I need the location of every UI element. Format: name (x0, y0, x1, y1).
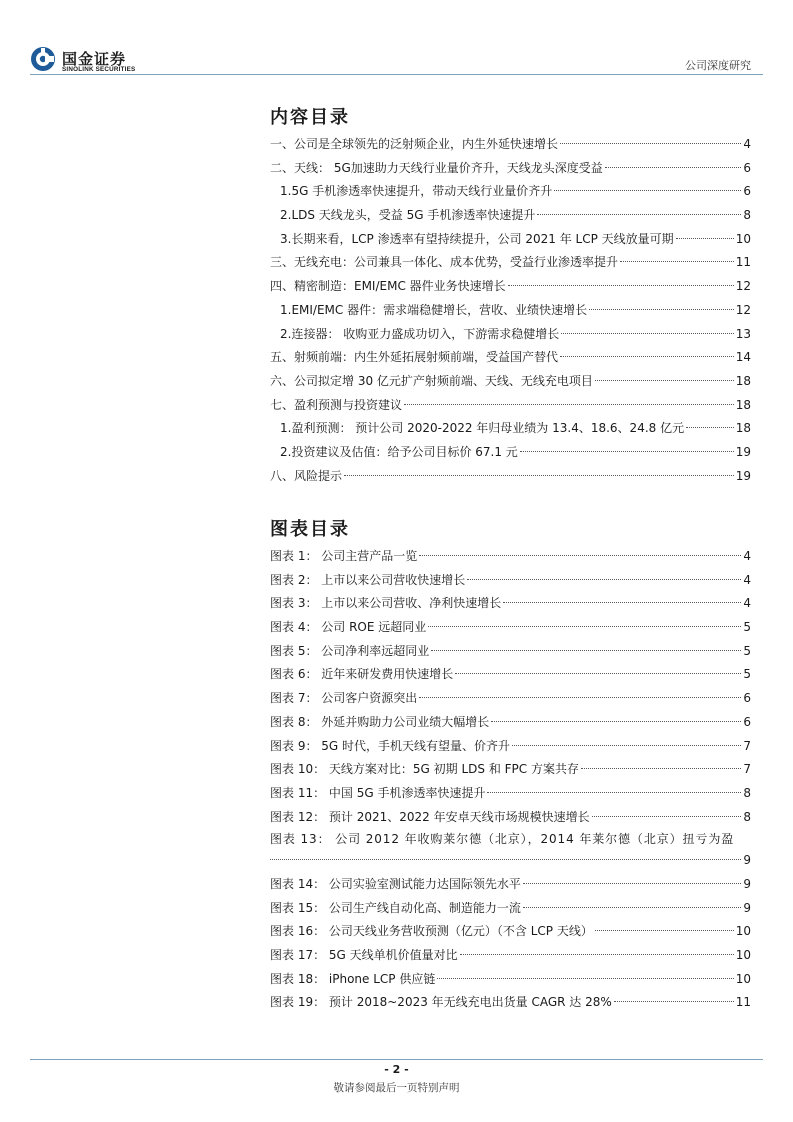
toc-entry-page: 9 (743, 853, 751, 868)
contents-list (270, 133, 751, 488)
toc-entry-page: 18 (735, 397, 751, 412)
dot-leader (605, 166, 742, 168)
figure-item[interactable] (270, 758, 751, 782)
toc-entry-page: 18 (735, 373, 751, 388)
toc-entry-page: 18 (735, 421, 751, 436)
contents-item[interactable] (270, 323, 751, 347)
toc-entry-label: 图表 15： 公司生产线自动化高、制造能力一流 (270, 900, 521, 915)
contents-item[interactable] (270, 275, 751, 299)
dot-leader (344, 474, 734, 476)
toc-entry-page: 11 (735, 255, 751, 270)
figure-item[interactable] (270, 735, 751, 759)
dot-leader (428, 625, 741, 627)
figure-item[interactable] (270, 968, 751, 992)
toc-entry-label: 图表 17： 5G 天线单机价值量对比 (270, 948, 458, 962)
toc-entry-page: 5 (743, 620, 751, 635)
figure-item[interactable] (270, 616, 751, 640)
toc-entry-page: 6 (743, 160, 751, 175)
toc-entry-label: 五、射频前端：内生外延拓展射频前端，受益国产替代 (270, 350, 559, 365)
dot-leader (491, 720, 741, 722)
dot-leader (614, 1000, 734, 1002)
toc-entry-label: 图表 16： 公司天线业务营收预测（亿元）（不含 LCP 天线） (270, 924, 593, 939)
toc-entry-page: 19 (735, 468, 751, 483)
toc-entry-label: 四、精密制造：EMI/EMC 器件业务快速增长 (270, 279, 506, 294)
toc-entry-label: 1.EMI/EMC 器件：需求端稳健增长，营收、业绩快速增长 (280, 302, 588, 317)
contents-item[interactable] (270, 417, 751, 441)
contents-item[interactable] (270, 346, 751, 370)
toc-entry-page: 10 (735, 924, 751, 939)
logo-english-name: SINOLINK SECURITIES (62, 66, 136, 73)
figure-item[interactable] (270, 663, 751, 687)
dot-leader (270, 858, 741, 860)
toc-entry-label: 一、公司是全球领先的泛射频企业，内生外延快速增长 (270, 137, 559, 151)
dot-leader (676, 237, 734, 239)
footer-disclaimer: 敬请参阅最后一页特别声明 (333, 1082, 460, 1094)
figure-item[interactable] (270, 545, 751, 569)
dot-leader (595, 379, 734, 381)
figure-item-continuation[interactable] (270, 849, 751, 873)
toc-entry-label: 六、公司拟定增 30 亿元扩产射频前端、天线、无线充电项目 (270, 373, 593, 388)
figure-item[interactable] (270, 991, 751, 1015)
page-header (0, 0, 793, 80)
toc-entry-page: 19 (735, 444, 751, 459)
contents-item[interactable] (270, 180, 751, 204)
dot-leader (467, 578, 741, 580)
figure-item[interactable] (270, 944, 751, 968)
figure-item[interactable] (270, 569, 751, 593)
figure-item[interactable] (270, 873, 751, 897)
dot-leader (419, 696, 741, 698)
toc-entry-label: 2.投资建议及估值：给予公司目标价 67.1 元 (280, 444, 518, 459)
dot-leader (437, 977, 733, 979)
toc-entry-label: 图表 3： 上市以来公司营收、净利快速增长 (270, 596, 502, 611)
dot-leader (589, 308, 734, 310)
toc-entry-label: 图表 1： 公司主营产品一览 (270, 549, 418, 563)
dot-leader (431, 649, 741, 651)
dot-leader (512, 744, 741, 746)
toc-entry-label: 1.5G 手机渗透率快速提升，带动天线行业量价齐升 (280, 184, 553, 199)
toc-entry-page: 6 (743, 184, 751, 199)
dot-leader (561, 332, 733, 334)
dot-leader (523, 882, 741, 884)
dot-leader (508, 284, 734, 286)
toc-entry-page: 11 (735, 995, 751, 1010)
dot-leader (487, 791, 741, 793)
figures-title: 图表目录 (270, 519, 350, 540)
toc-entry-label: 2.连接器： 收购亚力盛成功切入，下游需求稳健增长 (280, 326, 560, 341)
toc-entry-label: 图表 12： 预计 2021、2022 年安卓天线市场规模快速增长 (270, 809, 590, 824)
toc-entry-page: 14 (735, 350, 751, 365)
dot-leader (581, 767, 741, 769)
toc-entry-label: 二、天线： 5G加速助力天线行业量价齐升，天线龙头深度受益 (270, 160, 603, 175)
logo-mark-icon (30, 46, 56, 72)
dot-leader (520, 450, 734, 452)
figure-item[interactable] (270, 920, 751, 944)
toc-entry-label: 1.盈利预测： 预计公司 2020-2022 年归母业绩为 13.4、18.6、24.8 亿元 (280, 421, 685, 436)
dot-leader (620, 260, 734, 262)
toc-entry-page: 9 (743, 900, 751, 915)
toc-entry-page: 8 (743, 785, 751, 800)
figure-item[interactable] (270, 687, 751, 711)
dot-leader (560, 142, 741, 144)
contents-item[interactable] (270, 204, 751, 228)
dot-leader (523, 906, 741, 908)
dot-leader (404, 403, 734, 405)
figure-item[interactable] (270, 829, 751, 849)
toc-entry-label: 图表 6： 近年来研发费用快速增长 (270, 667, 454, 682)
contents-item[interactable] (270, 299, 751, 323)
figures-list (270, 545, 751, 1015)
toc-entry-page: 6 (743, 691, 751, 706)
toc-entry-label: 3.长期来看，LCP 渗透率有望持续提升，公司 2021 年 LCP 天线放量可期 (280, 231, 674, 246)
toc-entry-page: 8 (743, 809, 751, 824)
toc-entry-label: 图表 10： 天线方案对比：5G 初期 LDS 和 FPC 方案共存 (270, 762, 579, 777)
toc-entry-page: 10 (735, 948, 751, 962)
dot-leader (419, 554, 741, 556)
figure-item[interactable] (270, 806, 751, 830)
toc-entry-label: 图表 13： 公司 2012 年收购莱尔德（北京），2014 年莱尔德（北京）扭亏为盈 (270, 832, 735, 847)
toc-entry-label: 八、风险提示 (270, 468, 343, 483)
toc-entry-page: 4 (743, 137, 751, 151)
toc-entry-label: 图表 9： 5G 时代，手机天线有望量、价齐升 (270, 738, 511, 753)
dot-leader (503, 601, 741, 603)
toc-entry-page: 4 (743, 596, 751, 611)
contents-item[interactable] (270, 465, 751, 489)
logo-chinese-name: 国金证券 (62, 50, 127, 68)
contents-item[interactable] (270, 251, 751, 275)
footer-divider (30, 1059, 763, 1060)
contents-title: 内容目录 (270, 107, 350, 128)
toc-entry-page: 6 (743, 714, 751, 729)
dot-leader (455, 672, 741, 674)
toc-entry-page: 10 (735, 971, 751, 986)
toc-entry-page: 10 (735, 231, 751, 246)
dot-leader (560, 355, 734, 357)
contents-item[interactable] (270, 441, 751, 465)
dot-leader (537, 213, 741, 215)
contents-item[interactable] (270, 394, 751, 418)
toc-entry-label: 三、无线充电：公司兼具一体化、成本优势，受益行业渗透率提升 (270, 255, 619, 270)
toc-entry-label: 图表 7： 公司客户资源突出 (270, 691, 418, 706)
toc-entry-label: 七、盈利预测与投资建议 (270, 397, 403, 412)
dot-leader (686, 426, 734, 428)
header-divider (30, 74, 763, 75)
toc-entry-label: 图表 4： 公司 ROE 远超同业 (270, 620, 427, 635)
contents-item[interactable] (270, 133, 751, 157)
toc-entry-label: 图表 2： 上市以来公司营收快速增长 (270, 572, 466, 587)
report-type: 公司深度研究 (685, 59, 751, 72)
dot-leader (592, 815, 742, 817)
toc-entry-page: 13 (735, 326, 751, 341)
toc-entry-label: 2.LDS 天线龙头，受益 5G 手机渗透率快速提升 (280, 208, 536, 223)
contents-item[interactable] (270, 228, 751, 252)
figure-item[interactable] (270, 592, 751, 616)
toc-entry-page: 8 (743, 208, 751, 223)
dot-leader (554, 189, 741, 191)
figure-item[interactable] (270, 711, 751, 735)
toc-entry-page: 12 (735, 302, 751, 317)
toc-entry-page: 5 (743, 643, 751, 658)
figure-item[interactable] (270, 897, 751, 921)
toc-entry-page: 9 (743, 876, 751, 891)
toc-entry-page: 5 (743, 667, 751, 682)
toc-entry-label: 图表 5： 公司净利率远超同业 (270, 643, 430, 658)
toc-entry-page: 12 (735, 279, 751, 294)
toc-entry-label: 图表 14： 公司实验室测试能力达国际领先水平 (270, 876, 521, 891)
contents-item[interactable] (270, 157, 751, 181)
figure-item[interactable] (270, 782, 751, 806)
toc-entry-page: 4 (743, 572, 751, 587)
toc-entry-label: 图表 18： iPhone LCP 供应链 (270, 971, 436, 986)
toc-entry-label: 图表 11： 中国 5G 手机渗透率快速提升 (270, 785, 486, 800)
dot-leader (595, 929, 734, 931)
figure-item[interactable] (270, 640, 751, 664)
contents-item[interactable] (270, 370, 751, 394)
toc-entry-page: 7 (743, 738, 751, 753)
toc-entry-label: 图表 19： 预计 2018~2023 年无线充电出货量 CAGR 达 28% (270, 995, 612, 1010)
toc-entry-page: 7 (743, 762, 751, 777)
toc-entry-label: 图表 8： 外延并购助力公司业绩大幅增长 (270, 714, 490, 729)
dot-leader (460, 953, 734, 955)
page-number: - 2 - (384, 1063, 409, 1076)
toc-entry-page: 4 (743, 549, 751, 563)
